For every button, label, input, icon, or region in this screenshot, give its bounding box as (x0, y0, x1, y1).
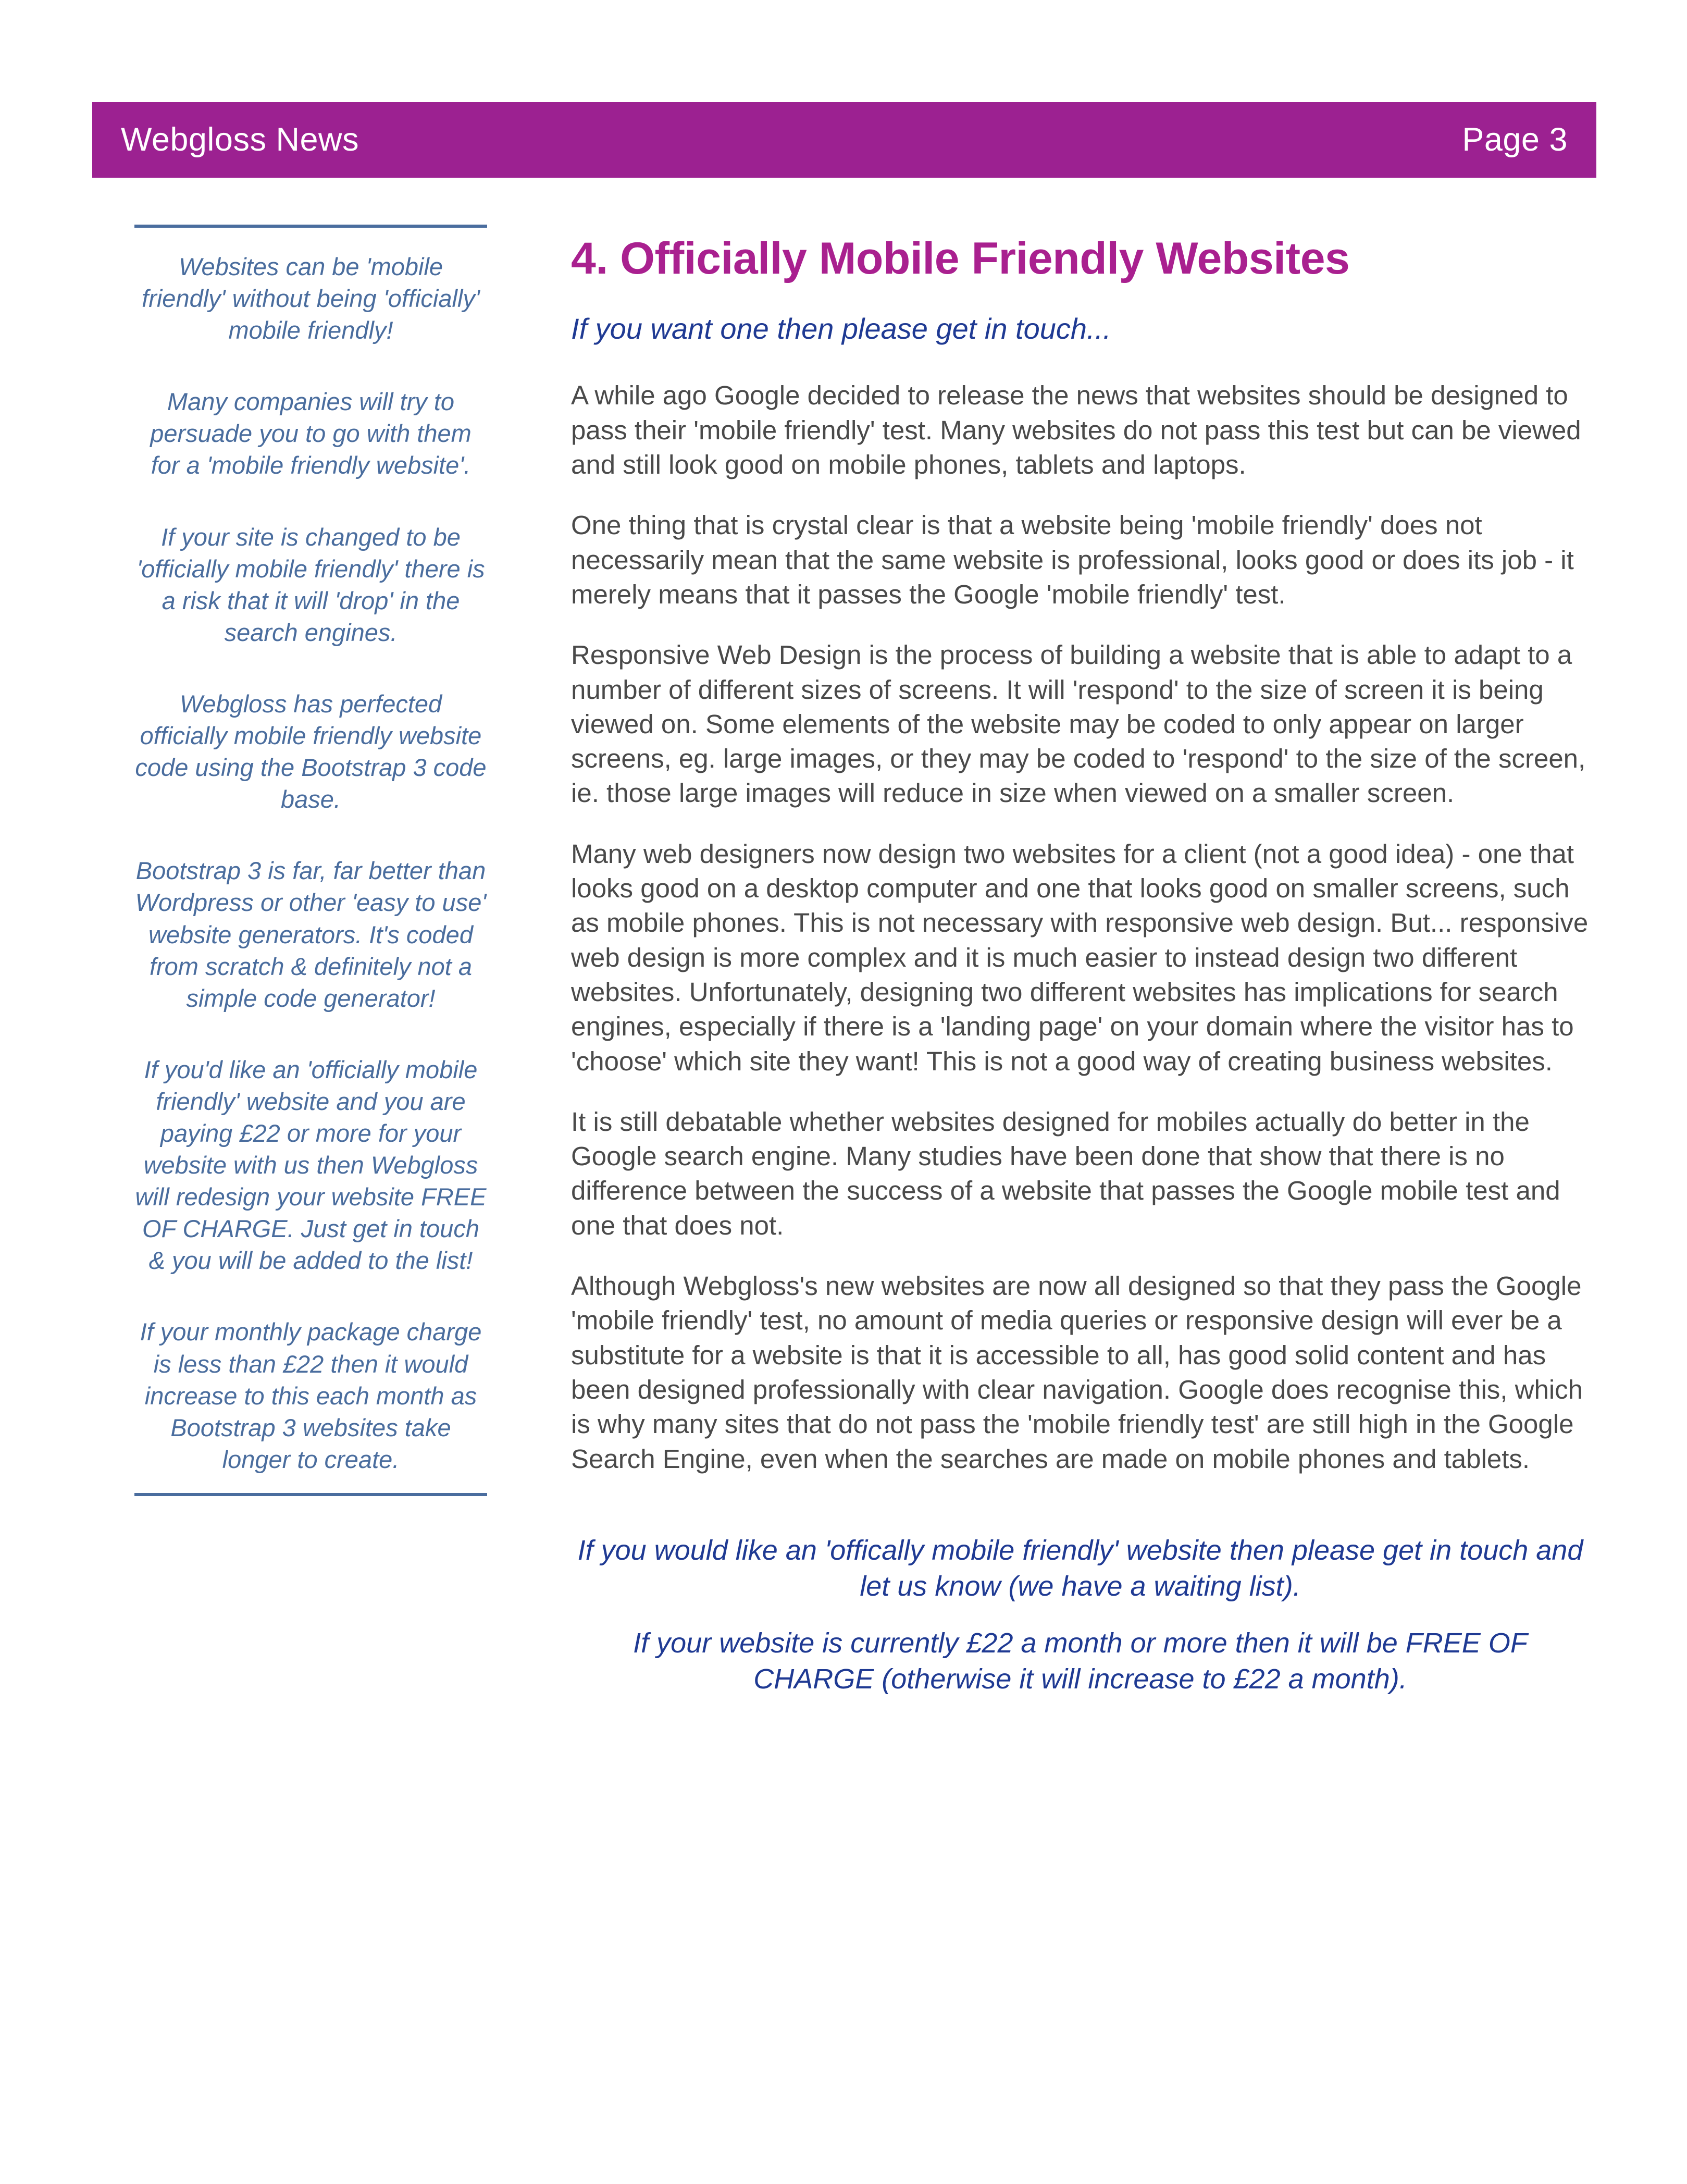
article-subheading: If you want one then please get in touch... (571, 312, 1111, 346)
sidebar-pull-quotes (134, 225, 487, 1496)
sidebar-bottom-divider (134, 1493, 487, 1496)
call-to-action-block (571, 1533, 1590, 1697)
article-paragraph: Responsive Web Design is the process of building a website that is able to adapt to a number of different sizes of screens. It will 'respond' to the size of screen it is being viewed on. Some elements of the website may be coded to only appear on larger screens, eg. large images, or they may be coded to 'respond' to the size of the screen, ie. those large images will reduce in size when viewed on a smaller screen. (571, 640, 1586, 808)
pull-quote: If your monthly package charge is less than £22 then it would increase to this each month as Bootstrap 3 websites take longer to create. (140, 1318, 482, 1473)
pull-quote: Webgloss has perfected officially mobile friendly website code using the Bootstrap 3 code base. (135, 689, 487, 813)
page-masthead (92, 102, 1596, 178)
pull-quote: Bootstrap 3 is far, far better than Wordpress or other 'easy to use' website generators. It's coded from scratch & definitely not a simple code generator! (135, 857, 487, 1012)
article-paragraph: A while ago Google decided to release the news that websites should be designed to pass their 'mobile friendly' test. Many websites do not pass this test but can be viewed and still look good on mobile phones, tablets and laptops. (571, 380, 1581, 480)
call-to-action-line: If you would like an 'offically mobile friendly' website then please get in touch and let us know (we have a waiting list). (577, 1534, 1583, 1602)
pull-quote: If you'd like an 'officially mobile friendly' website and you are paying £22 or more for your website with us then Webgloss will redesign your website FREE OF CHARGE. Just get in touch & you will be added to the list! (135, 1055, 487, 1275)
publication-title: Webgloss News (121, 121, 359, 158)
page-content (0, 178, 1687, 2184)
pull-quote: Many companies will try to persuade you to go with them for a 'mobile friendly website'. (150, 388, 472, 479)
pull-quote: Websites can be 'mobile friendly' without being 'officially' mobile friendly! (142, 253, 480, 344)
article-heading: 4. Officially Mobile Friendly Websites (571, 233, 1350, 283)
article-column (571, 235, 1590, 1697)
call-to-action-line: If your website is currently £22 a month or more then it will be FREE OF CHARGE (otherwise it will increase to £22 a month). (633, 1627, 1528, 1695)
article-paragraph: Although Webgloss's new websites are now all designed so that they pass the Google 'mobile friendly' test, no amount of media queries or responsive design will ever be a substitute for a website is that it is accessible to all, has good solid content and has been designed professionally with clear navigation. Google does recognise this, which is why many sites that do not pass the 'mobile friendly test' are still high in the Google Search Engine, even when the searches are made on mobile phones and tablets. (571, 1271, 1583, 1474)
pull-quote: If your site is changed to be 'officially mobile friendly' there is a risk that it will 'drop' in the search engines. (137, 523, 485, 646)
article-paragraph: Many web designers now design two websites for a client (not a good idea) - one that looks good on a desktop computer and one that looks good on smaller screens, such as mobile phones. This is not necessary with responsive web design. But... responsive web design is more complex and it is much easier to instead design two different websites. Unfortunately, designing two different websites has implications for search engines, especially if there is a 'landing page' on your domain where the visitor has to 'choose' which site they want! This is not a good way of creating business websites. (571, 838, 1589, 1076)
article-paragraph: It is still debatable whether websites designed for mobiles actually do better in the Google search engine. Many studies have been done that show that there is no difference between the success of a website that passes the Google mobile test and one that does not. (571, 1106, 1560, 1240)
article-paragraph: One thing that is crystal clear is that a website being 'mobile friendly' does not necessarily mean that the same website is professional, looks good or does its job - it merely means that it passes the Google 'mobile friendly' test. (571, 510, 1574, 609)
sidebar-top-divider (134, 225, 487, 228)
page-number-label: Page 3 (1462, 121, 1568, 158)
